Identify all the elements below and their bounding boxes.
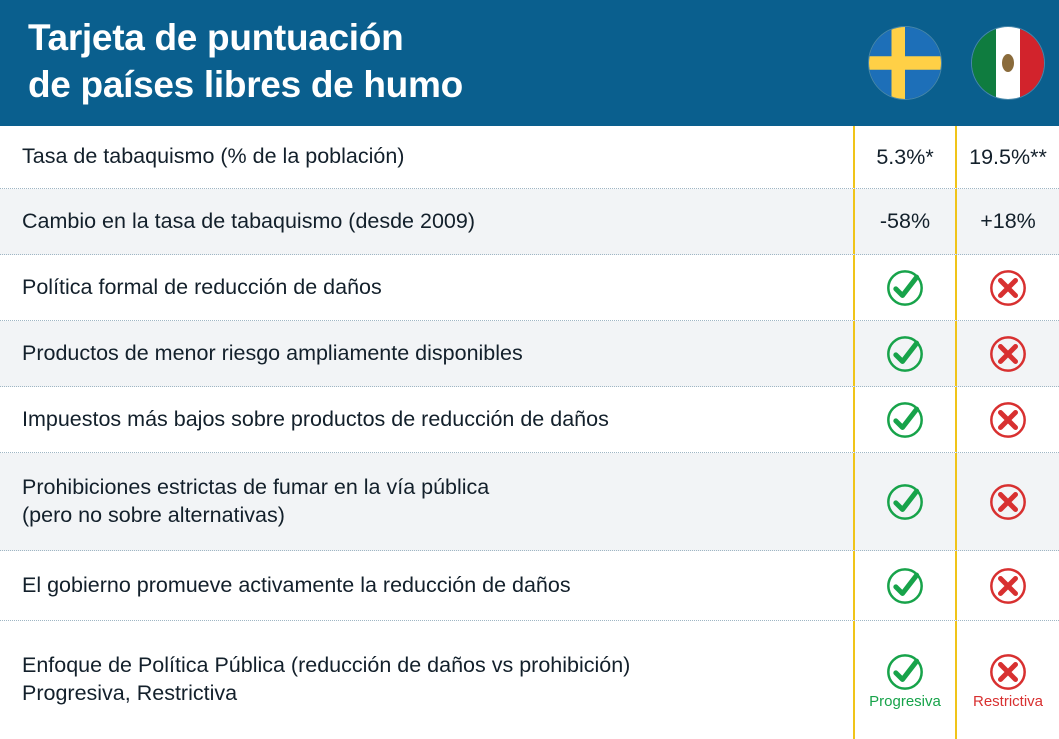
row-label: Productos de menor riesgo ampliamente disponibles [22, 340, 523, 365]
page-title [0, 0, 853, 126]
cross-icon [988, 482, 1028, 522]
cross-icon [988, 268, 1028, 308]
table-row [0, 453, 1059, 551]
mexico-value [956, 189, 1059, 254]
sweden-value [853, 189, 956, 254]
sweden-value [853, 255, 956, 320]
row-label-line-1: Enfoque de Política Pública (reducción de daños vs prohibición) [22, 653, 631, 678]
sweden-value [853, 126, 956, 188]
cross-icon [988, 652, 1028, 692]
mexico-policy-caption: Restrictiva [972, 692, 1043, 710]
row-label: Política formal de reducción de daños [22, 274, 382, 299]
mexico-value [956, 387, 1059, 452]
mexico-column-header [956, 0, 1059, 126]
row-label [0, 453, 853, 550]
table-row [0, 321, 1059, 387]
mexico-value [956, 321, 1059, 386]
table-row [0, 621, 1059, 739]
scorecard-rows [0, 126, 1059, 739]
cell-text: -58% [879, 209, 931, 233]
row-label-line-2: (pero no sobre alternativas) [22, 502, 285, 527]
cell-text: 5.3%* [876, 144, 934, 169]
check-icon [885, 400, 925, 440]
mexico-value [956, 453, 1059, 550]
mexico-value [956, 255, 1059, 320]
mexico-value [956, 621, 1059, 739]
cross-icon [988, 334, 1028, 374]
table-row [0, 255, 1059, 321]
sweden-column-header [853, 0, 956, 126]
row-label: Tasa de tabaquismo (% de la población) [22, 144, 405, 169]
row-label: Cambio en la tasa de tabaquismo (desde 2009) [22, 208, 475, 233]
sweden-policy-caption: Progresiva [869, 692, 941, 710]
cell-text: +18% [980, 209, 1036, 233]
row-label-line-2: Progresiva, Restrictiva [22, 681, 238, 705]
check-icon [885, 652, 925, 692]
sweden-flag-icon [869, 27, 941, 99]
scorecard-header [0, 0, 1059, 126]
row-label-line-1: Prohibiciones estrictas de fumar en la vía pública [22, 474, 490, 499]
row-label [0, 621, 853, 739]
table-row [0, 126, 1059, 189]
table-row [0, 189, 1059, 255]
check-icon [885, 268, 925, 308]
mexico-value [956, 551, 1059, 620]
title-line-1: Tarjeta de puntuación [28, 17, 404, 58]
table-row [0, 551, 1059, 621]
sweden-value [853, 551, 956, 620]
mexico-flag-icon [972, 27, 1044, 99]
sweden-value [853, 387, 956, 452]
sweden-value [853, 321, 956, 386]
check-icon [885, 566, 925, 606]
check-icon [885, 482, 925, 522]
cross-icon [988, 400, 1028, 440]
sweden-value [853, 453, 956, 550]
cell-text: 19.5%** [969, 144, 1047, 169]
title-line-2: de países libres de humo [28, 64, 463, 106]
cross-icon [988, 566, 1028, 606]
table-row [0, 387, 1059, 453]
sweden-value [853, 621, 956, 739]
row-label: El gobierno promueve activamente la reducción de daños [22, 572, 571, 597]
check-icon [885, 334, 925, 374]
mexico-value [956, 126, 1059, 188]
row-label: Impuestos más bajos sobre productos de reducción de daños [22, 406, 609, 431]
